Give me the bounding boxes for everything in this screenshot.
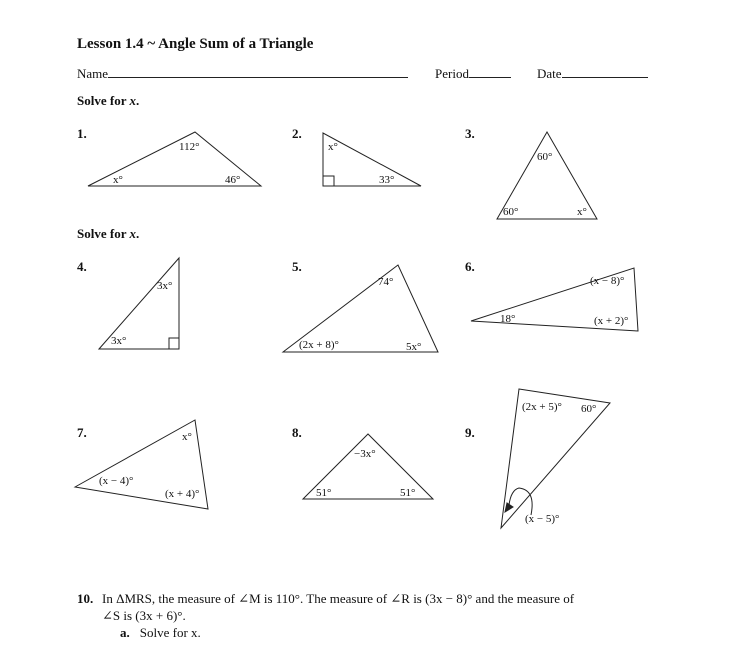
page-title: Lesson 1.4 ~ Angle Sum of a Triangle xyxy=(77,36,314,52)
angle-label: 5x° xyxy=(406,341,422,353)
instructions-1: Solve for x. xyxy=(77,93,140,108)
angle-label: (x − 8)° xyxy=(590,275,625,287)
question-10 xyxy=(77,590,637,640)
instructions-2: Solve for x. xyxy=(77,226,140,241)
name-label: Name xyxy=(77,66,109,81)
problem-number: 2. xyxy=(292,126,302,141)
angle-label: 33° xyxy=(379,174,395,186)
problem-number: 7. xyxy=(77,425,87,440)
part-a-label: a. xyxy=(120,625,130,640)
angle-label: 51° xyxy=(400,487,416,499)
angle-arc-arrow xyxy=(509,488,532,515)
angle-label: (x + 2)° xyxy=(594,315,629,327)
angle-label: 51° xyxy=(316,487,332,499)
angle-label: (2x + 5)° xyxy=(522,401,562,413)
angle-label: 74° xyxy=(378,276,394,288)
angle-label: (x − 4)° xyxy=(99,475,134,487)
angle-label: 18° xyxy=(500,313,516,325)
angle-label: (x − 5)° xyxy=(525,513,560,525)
part-a xyxy=(120,624,201,641)
angle-label: 3x° xyxy=(111,335,127,347)
angle-label: x° xyxy=(182,431,192,443)
angle-label: (2x + 8)° xyxy=(299,339,339,351)
angle-label: 46° xyxy=(225,174,241,186)
question-line-2: ∠S is (3x + 6)°. xyxy=(102,608,186,623)
problem-number: 6. xyxy=(465,259,475,274)
right-angle-mark xyxy=(169,338,179,349)
right-angle-mark xyxy=(323,176,334,186)
angle-label: 3x° xyxy=(157,280,173,292)
angle-label: x° xyxy=(328,141,338,153)
angle-label: 60° xyxy=(537,151,553,163)
problem-number: 8. xyxy=(292,425,302,440)
arrow-head xyxy=(505,503,513,512)
date-label: Date xyxy=(537,66,562,81)
problem-number: 1. xyxy=(77,126,87,141)
angle-label: −3x° xyxy=(354,448,376,460)
angle-label: 112° xyxy=(179,141,200,153)
question-line-1: In ΔMRS, the measure of ∠M is 110°. The measure of ∠R is (3x − 8)° and the measure of xyxy=(102,591,575,606)
angle-label: x° xyxy=(113,174,123,186)
angle-label: (x + 4)° xyxy=(165,488,200,500)
problem-number: 4. xyxy=(77,259,87,274)
angle-label: x° xyxy=(577,206,587,218)
angle-label: 60° xyxy=(503,206,519,218)
problem-number: 5. xyxy=(292,259,302,274)
problem-number: 3. xyxy=(465,126,475,141)
part-a-text: Solve for x. xyxy=(139,625,201,640)
question-number: 10. xyxy=(77,591,94,606)
question-text xyxy=(102,590,642,624)
problem-number: 9. xyxy=(465,425,475,440)
period-label: Period xyxy=(435,66,469,81)
angle-label: 60° xyxy=(581,403,597,415)
